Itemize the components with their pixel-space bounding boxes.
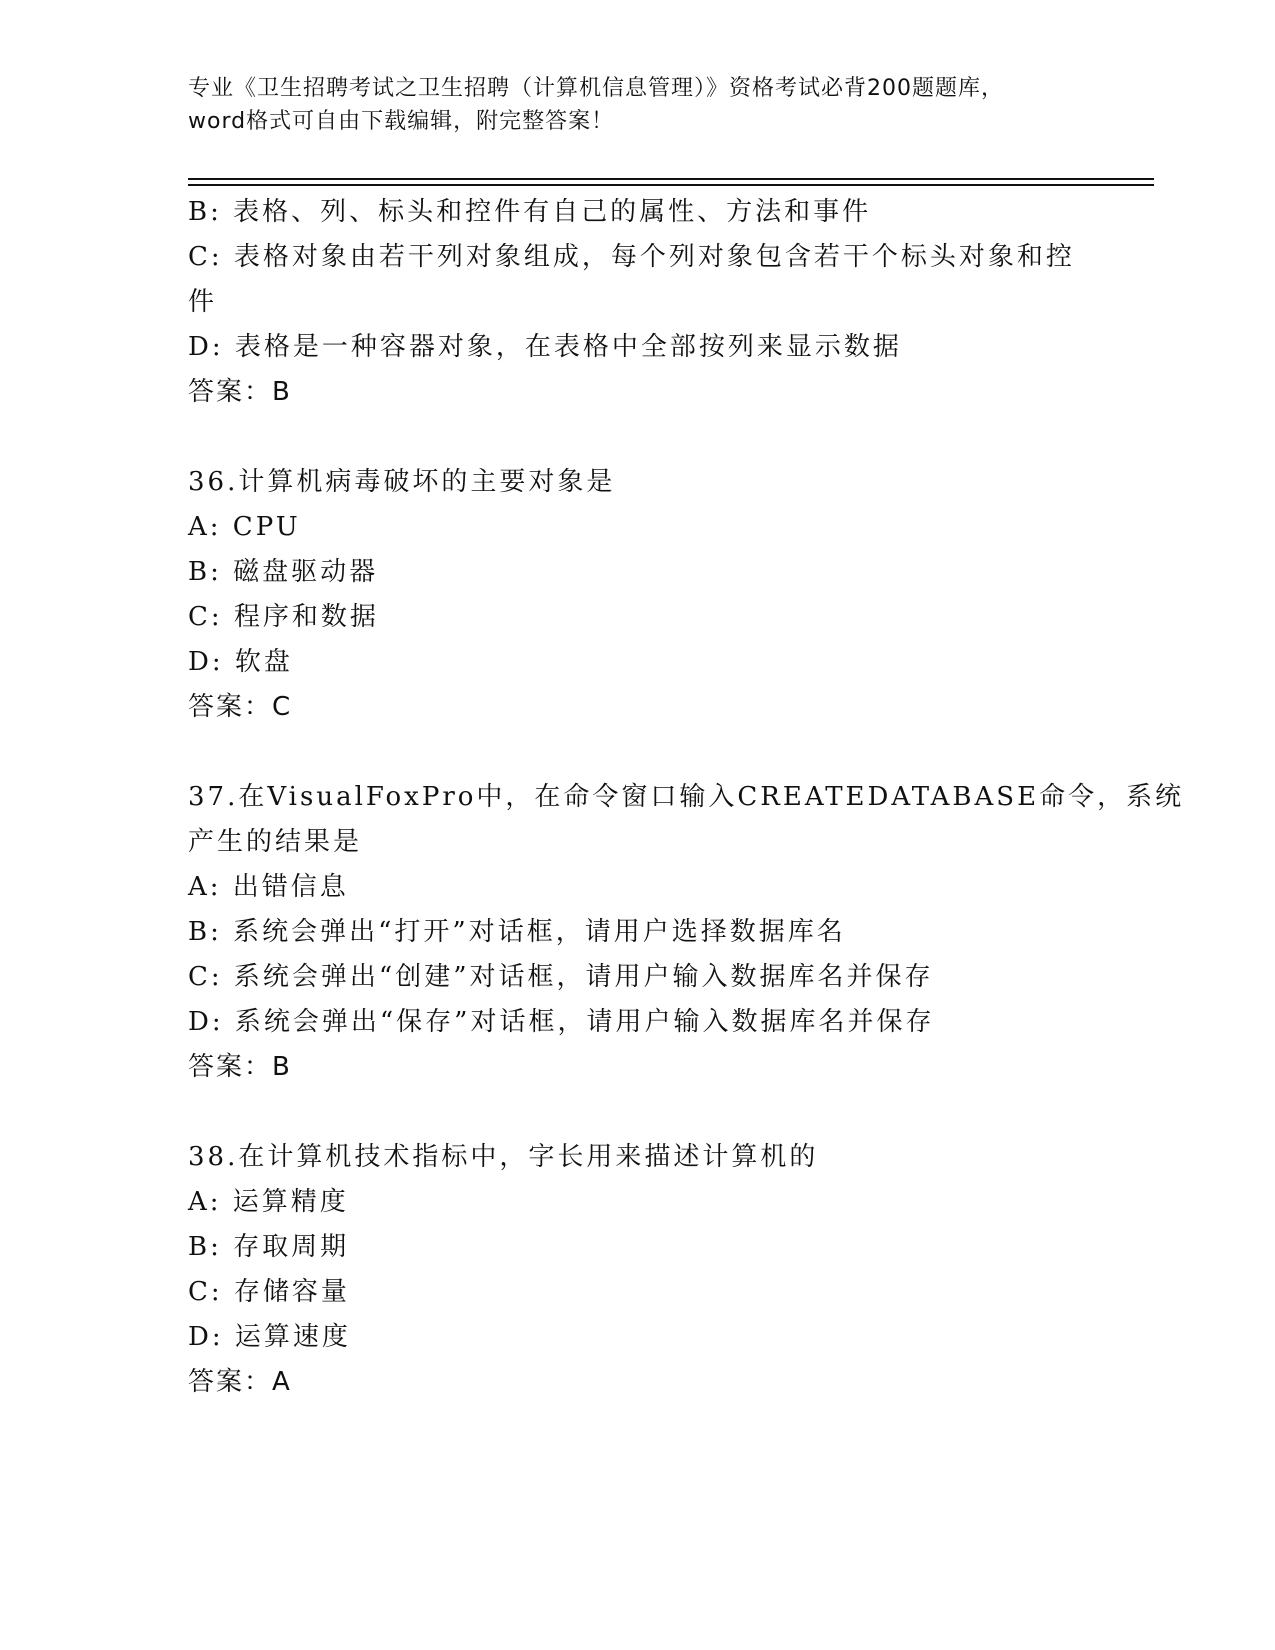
header-rule-bottom [188,184,1154,186]
question-35-continued [188,190,1088,415]
question-stem: 36.计算机病毒破坏的主要对象是 [188,467,616,497]
header-rule-top [188,178,1154,180]
option-b: B: 系统会弹出“打开”对话框，请用户选择数据库名 [188,917,846,947]
option-c: C: 系统会弹出“创建”对话框，请用户输入数据库名并保存 [188,962,934,992]
question-stem: 38.在计算机技术指标中，字长用来描述计算机的 [188,1142,819,1172]
option-c-wrap: 件 [188,287,218,317]
option-a: A: 运算精度 [188,1187,349,1217]
option-b: B: 存取周期 [188,1232,350,1262]
option-b: B: 表格、列、标头和控件有自己的属性、方法和事件 [188,197,872,227]
option-d: D: 系统会弹出“保存”对话框，请用户输入数据库名并保存 [188,1007,935,1037]
question-37 [188,775,1185,1090]
question-38 [188,1135,1088,1405]
option-c: C: 存储容量 [188,1277,350,1307]
option-d: D: 软盘 [188,647,293,677]
option-b: B: 磁盘驱动器 [188,557,379,587]
document-header [188,72,1088,138]
option-d: D: 表格是一种容器对象，在表格中全部按列来显示数据 [188,332,902,362]
question-stem: 37.在VisualFoxPro中，在命令窗口输入CREATEDATABASE命令，系统 [188,782,1185,812]
question-stem-wrap: 产生的结果是 [188,827,363,857]
header-line-1: 专业《卫生招聘考试之卫生招聘（计算机信息管理）》资格考试必背200题题库， [188,76,1004,101]
question-36 [188,460,1088,730]
option-a: A: 出错信息 [188,872,349,902]
answer: 答案：C [188,692,293,722]
option-d: D: 运算速度 [188,1322,351,1352]
option-c: C: 表格对象由若干列对象组成，每个列对象包含若干个标头对象和控 [188,242,1075,272]
answer: 答案：B [188,1052,292,1082]
answer: 答案：B [188,377,292,407]
header-line-2: word格式可自由下载编辑，附完整答案！ [188,109,615,134]
option-c: C: 程序和数据 [188,602,379,632]
answer: 答案：A [188,1367,292,1397]
option-a: A: CPU [188,512,301,542]
question-list [188,190,1185,1405]
